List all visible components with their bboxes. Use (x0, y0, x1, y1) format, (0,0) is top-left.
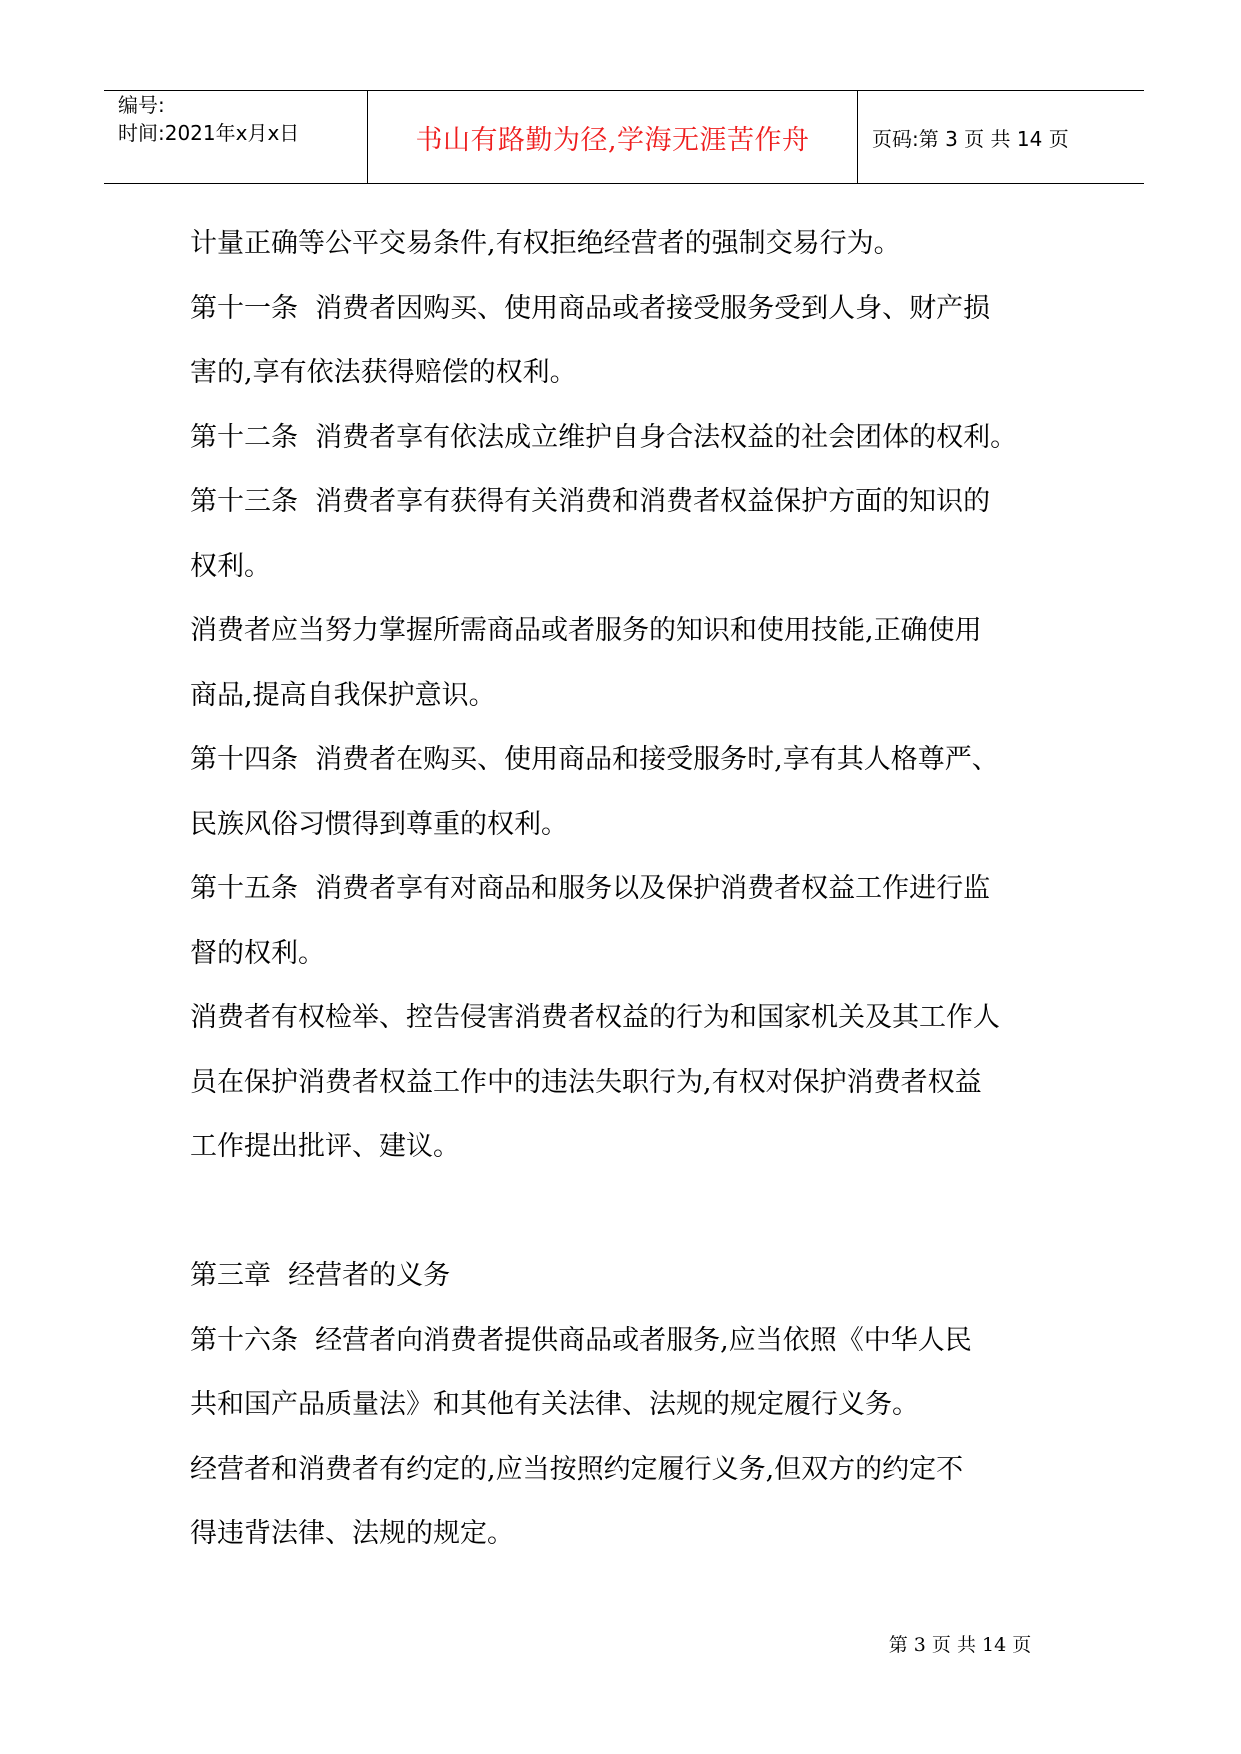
body-line: 消费者应当努力掌握所需商品或者服务的知识和使用技能,正确使用 (190, 615, 982, 646)
document-body (190, 212, 1070, 1567)
article-13-line: 第十三条 消费者享有获得有关消费和消费者权益保护方面的知识的 (190, 486, 991, 517)
article-15-line: 第十五条 消费者享有对商品和服务以及保护消费者权益工作进行监 (190, 873, 991, 904)
article-16-line: 第十六条 经营者向消费者提供商品或者服务,应当依照《中华人民 (190, 1324, 972, 1356)
body-line: 工作提出批评、建议。 (190, 1131, 460, 1162)
article-14-line: 第十四条 消费者在购买、使用商品和接受服务时,享有其人格尊严、 (190, 744, 999, 775)
body-line: 权利。 (190, 550, 271, 582)
body-line: 害的,享有依法获得赔偿的权利。 (190, 357, 577, 388)
body-line: 民族风俗习惯得到尊重的权利。 (190, 808, 568, 840)
header-motto: 书山有路勤为径,学海无涯苦作舟 (415, 124, 810, 156)
body-line: 共和国产品质量法》和其他有关法律、法规的规定履行义务。 (190, 1389, 919, 1420)
article-12-line: 第十二条 消费者享有依法成立维护自身合法权益的社会团体的权利。 (190, 421, 1018, 453)
body-line: 员在保护消费者权益工作中的违法失职行为,有权对保护消费者权益 (190, 1066, 982, 1098)
body-line: 督的权利。 (190, 937, 325, 969)
header-page-code: 页码:第 3 页 共 14 页 (872, 126, 1069, 151)
header-page-cell (858, 91, 1144, 183)
body-line: 消费者有权检举、控告侵害消费者权益的行为和国家机关及其工作人 (190, 1002, 1000, 1033)
body-line: 商品,提高自我保护意识。 (190, 679, 496, 711)
document-header (104, 90, 1144, 184)
blank-line (190, 1180, 1070, 1245)
document-number-label: 编号: (118, 93, 165, 117)
body-line: 得违背法律、法规的规定。 (190, 1518, 514, 1549)
body-line: 计量正确等公平交易条件,有权拒绝经营者的强制交易行为。 (190, 228, 901, 259)
article-11-line: 第十一条 消费者因购买、使用商品或者接受服务受到人身、财产损 (190, 292, 991, 324)
body-line: 经营者和消费者有约定的,应当按照约定履行义务,但双方的约定不 (190, 1453, 964, 1485)
document-time-label: 时间:2021年x月x日 (118, 121, 300, 145)
page-footer: 第 3 页 共 14 页 (888, 1634, 1032, 1656)
chapter-heading: 第三章 经营者的义务 (190, 1260, 451, 1291)
header-meta-cell (104, 91, 368, 183)
header-motto-cell (368, 91, 858, 183)
